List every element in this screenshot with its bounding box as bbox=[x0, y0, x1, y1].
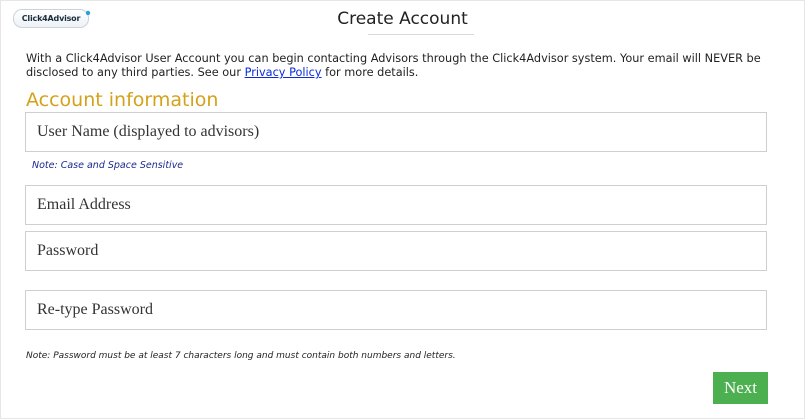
username-field-box bbox=[25, 112, 767, 152]
username-input[interactable] bbox=[26, 113, 766, 151]
username-note: Note: Case and Space Sensitive bbox=[32, 160, 184, 171]
privacy-policy-link[interactable]: Privacy Policy bbox=[244, 66, 322, 79]
intro-text-after: for more details. bbox=[321, 66, 419, 79]
password-field-box bbox=[25, 231, 767, 271]
title-underline bbox=[368, 34, 474, 35]
email-input[interactable] bbox=[26, 186, 766, 224]
password-input[interactable] bbox=[26, 232, 766, 270]
intro-text-before: With a Click4Advisor User Account you can begin contacting Advisors through the Click4Advisor system. Your email will NEVER be disclosed to any third parties. See our bbox=[26, 52, 761, 79]
retype-password-field-box bbox=[25, 290, 767, 330]
email-field-box bbox=[25, 185, 767, 225]
intro-text bbox=[26, 52, 761, 80]
logo-text: Click4Advisor bbox=[21, 14, 81, 23]
password-note: Note: Password must be at least 7 characters long and must contain both numbers and letters. bbox=[26, 351, 456, 361]
page-title: Create Account bbox=[337, 9, 468, 29]
account-information-heading: Account information bbox=[26, 89, 219, 111]
next-button[interactable]: Next bbox=[713, 372, 768, 404]
retype-password-input[interactable] bbox=[26, 291, 766, 329]
